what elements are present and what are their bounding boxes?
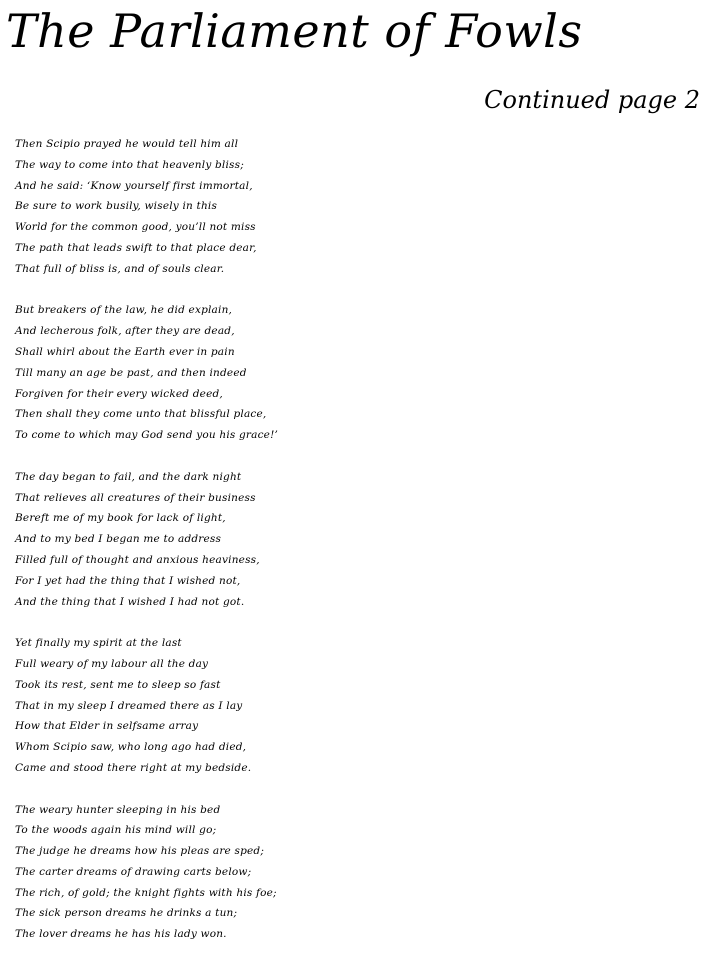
page-subtitle: Continued page 2 [484, 86, 700, 114]
stanza-1 [15, 134, 705, 280]
poem-line: And lecherous folk, after they are dead, [15, 325, 235, 338]
stanza-4 [15, 633, 705, 779]
poem-line: The carter dreams of drawing carts below; [15, 865, 252, 878]
poem-line: Then shall they come unto that blissful place, [15, 408, 267, 421]
poem-line: The day began to fail, and the dark night [15, 470, 242, 483]
poem-line: The path that leads swift to that place dear, [15, 241, 257, 254]
poem-line: That full of bliss is, and of souls clear. [15, 262, 225, 275]
poem-line: Came and stood there right at my bedside. [15, 761, 252, 774]
poem-line: Then Scipio prayed he would tell him all [15, 138, 239, 150]
poem-line: Whom Scipio saw, who long ago had died, [15, 741, 247, 754]
poem-line: Forgiven for their every wicked deed, [15, 387, 223, 400]
poem-line: But breakers of the law, he did explain, [15, 304, 233, 317]
poem-line: For I yet had the thing that I wished not, [15, 574, 241, 587]
poem-line: And he said: ‘Know yourself first immortal, [15, 179, 253, 192]
stanza-2 [15, 300, 705, 446]
poem-line: Bereft me of my book for lack of light, [15, 512, 226, 525]
poem-line: Filled full of thought and anxious heaviness, [15, 553, 260, 566]
stanza-3 [15, 467, 705, 613]
poem-line: Till many an age be past, and then indeed [15, 366, 247, 379]
poem-line: And to my bed I began me to address [15, 533, 222, 546]
poem-line: That in my sleep I dreamed there as I lay [15, 699, 243, 712]
poem-line: The rich, of gold; the knight fights with his foe; [15, 886, 277, 899]
poem-line: That relieves all creatures of their business [15, 491, 256, 504]
poem-line: Yet finally my spirit at the last [15, 637, 182, 650]
poem-line: To the woods again his mind will go; [15, 824, 217, 837]
poem-line: Took its rest, sent me to sleep so fast [15, 678, 221, 691]
page-title: The Parliament of Fowls [6, 4, 583, 58]
poem-line: The lover dreams he has his lady won. [15, 928, 227, 941]
poem-line: The judge he dreams how his pleas are sped; [15, 845, 265, 858]
stanza-5 [15, 800, 705, 946]
poem-line: World for the common good, you’ll not miss [15, 221, 256, 234]
poem-line: Full weary of my labour all the day [15, 657, 209, 670]
poem-line: The weary hunter sleeping in his bed [15, 803, 221, 816]
poem-line: How that Elder in selfsame array [15, 720, 199, 733]
poem-line: And the thing that I wished I had not got. [15, 595, 245, 608]
poem-line: Shall whirl about the Earth ever in pain [15, 345, 235, 358]
poem-line: To come to which may God send you his grace!’ [15, 429, 279, 442]
poem-line: The sick person dreams he drinks a tun; [15, 907, 238, 920]
poem-line: The way to come into that heavenly bliss; [15, 158, 244, 171]
poem-body [15, 134, 705, 966]
poem-line: Be sure to work busily, wisely in this [15, 200, 218, 213]
